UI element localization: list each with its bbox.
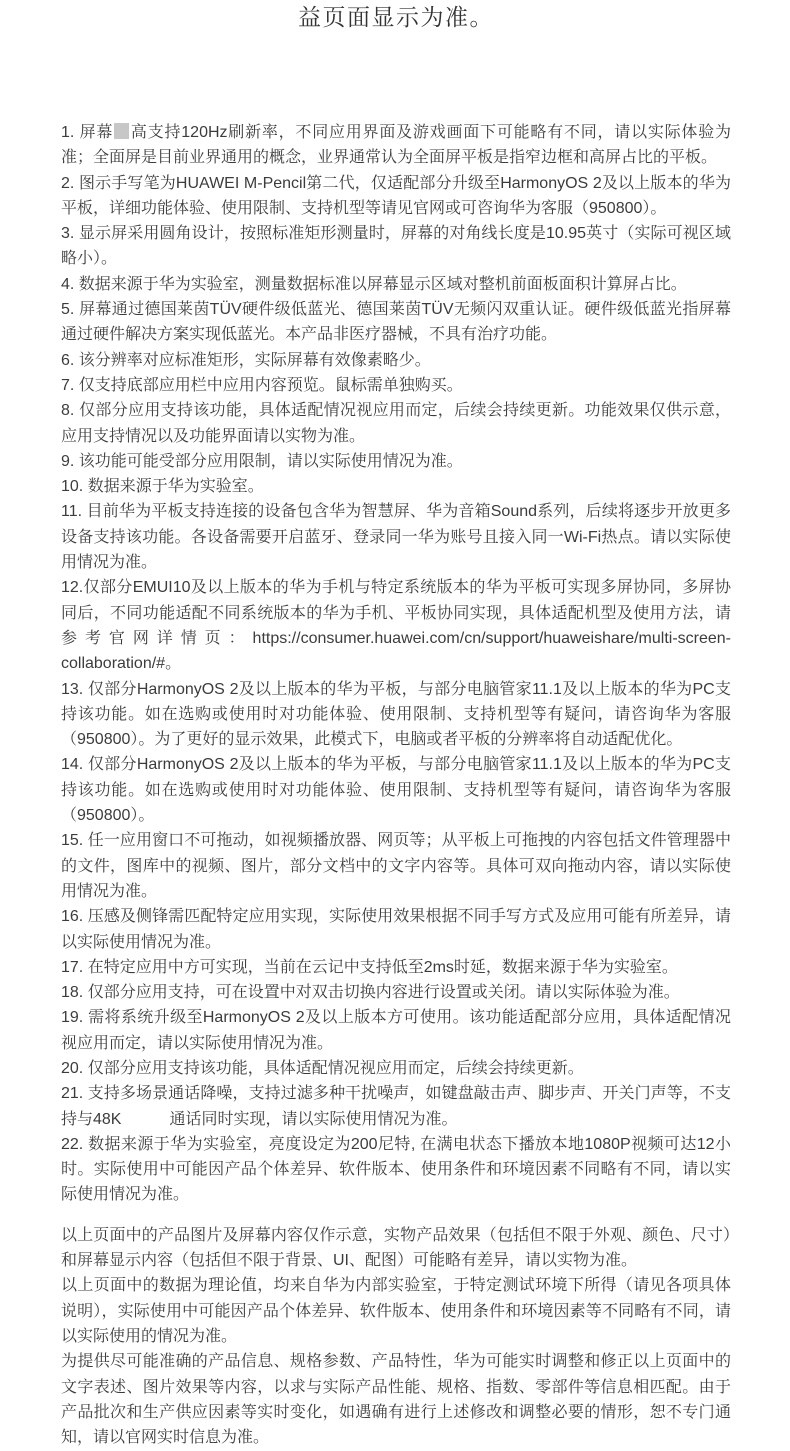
- note-item-6: 6. 该分辨率对应标准矩形，实际屏幕有效像素略少。: [61, 351, 431, 369]
- note-item-10: 10. 数据来源于华为实验室。: [61, 478, 264, 496]
- note-item-5: 5. 屏幕通过德国莱茵TÜV硬件级低蓝光、德国莱茵TÜV无频闪双重认证。硬件级低蓝光指屏幕通过硬件解决方案实现低蓝光。本产品非医疗器械，不具有治疗功能。: [61, 301, 731, 344]
- note-item-15: 15. 任一应用窗口不可拖动，如视频播放器、网页等；从平板上可拖拽的内容包括文件管理器中的文件，图库中的视频、图片，部分文档中的文字内容等。具体可双向拖动内容，请以实际使用情况为准。: [61, 832, 731, 900]
- note-item-9: 9. 该功能可能受部分应用限制，请以实际使用情况为准。: [61, 452, 463, 470]
- note-item-1: [61, 120, 731, 171]
- note-item-8: 8. 仅部分应用支持该功能，具体适配情况视应用而定，后续会持续更新。功能效果仅供示意，应用支持情况以及功能界面请以实物为准。: [61, 402, 731, 445]
- note-item-7: 7. 仅支持底部应用栏中应用内容预览。鼠标需单独购买。: [61, 376, 463, 394]
- note-item-21: 21. 支持多场景通话降噪，支持过滤多种干扰噪声，如键盘敲击声、脚步声、开关门声等，不支持与48K 通话同时实现，请以实际使用情况为准。: [61, 1085, 731, 1128]
- note-item-12: 12.仅部分EMUI10及以上版本的华为手机与特定系统版本的华为平板可实现多屏协同，多屏协同后，不同功能适配不同系统版本的华为手机、平板协同实现，具体适配机型及使用方法，请参考官网详情页：https://consumer.huawei.com/cn/support/huaweishare/multi-screen-collaboration/#。: [61, 579, 731, 673]
- note-item-16: 16. 压感及侧锋需匹配特定应用实现，实际使用效果根据不同手写方式及应用可能有所差异，请以实际使用情况为准。: [61, 908, 731, 951]
- note-item-13: 13. 仅部分HarmonyOS 2及以上版本的华为平板，与部分电脑管家11.1及以上版本的华为PC支持该功能。如在选购或使用时对功能体验、使用限制、支持机型等有疑问，请咨询华为客服（950800）。为了更好的显示效果，此模式下，电脑或者平板的分辨率将自动适配优化。: [61, 680, 731, 749]
- footer-paragraph-adjustments: 为提供尽可能准确的产品信息、规格参数、产品特性，华为可能实时调整和修正以上页面中的文字表述、图片效果等内容，以求与实际产品性能、规格、指数、零部件等信息相匹配。由于产品批次和生产供应因素等实时变化，如遇确有进行上述修改和调整必要的情形，恕不专门通知，请以官网实时信息为准。: [61, 1353, 731, 1447]
- note-item-3: 3. 显示屏采用圆角设计，按照标准矩形测量时，屏幕的对角线长度是10.95英寸（实际可视区域略小）。: [61, 225, 731, 268]
- footer-disclaimer-block: [61, 1223, 731, 1451]
- footer-paragraph-products: 以上页面中的产品图片及屏幕内容仅作示意，实物产品效果（包括但不限于外观、颜色、尺寸）和屏幕显示内容（包括但不限于背景、UI、配图）可能略有差异，请以实物为准。: [61, 1226, 731, 1270]
- note-item-1-pre: 1. 屏幕: [61, 124, 114, 141]
- note-item-4: 4. 数据来源于华为实验室，测量数据标准以屏幕显示区域对整机前面板面积计算屏占比。: [61, 275, 687, 293]
- note-item-18: 18. 仅部分应用支持，可在设置中对双击切换内容进行设置或关闭。请以实际体验为准。: [61, 984, 680, 1002]
- note-item-20: 20. 仅部分应用支持该功能，具体适配情况视应用而定，后续会持续更新。: [61, 1059, 584, 1077]
- page-title: 益页面显示为准。: [298, 4, 494, 30]
- footer-paragraph-lab-data: 以上页面中的数据为理论值，均来自华为内部实验室，于特定测试环境下所得（请见各项具体说明），实际使用中可能因产品个体差异、软件版本、使用条件和环境因素等不同略有不同，请以实际使用的情况为准。: [61, 1277, 731, 1345]
- redacted-text-box: [114, 123, 129, 139]
- note-item-2: 2. 图示手写笔为HUAWEI M-Pencil第二代，仅适配部分升级至HarmonyOS 2及以上版本的华为平板，详细功能体验、使用限制、支持机型等请见官网或可咨询华为客服（950800）。: [61, 174, 731, 217]
- note-item-22: 22. 数据来源于华为实验室，亮度设定为200尼特, 在满电状态下播放本地1080P视频可达12小时。实际使用中可能因产品个体差异、软件版本、使用条件和环境因素不同略有不同，请以实际使用情况为准。: [61, 1135, 731, 1204]
- note-item-14: 14. 仅部分HarmonyOS 2及以上版本的华为平板，与部分电脑管家11.1及以上版本的华为PC支持该功能。如在选购或使用时对功能体验、使用限制、支持机型等有疑问，请咨询华为客服（950800）。: [61, 756, 731, 825]
- note-item-11: 11. 目前华为平板支持连接的设备包含华为智慧屏、华为音箱Sound系列，后续将逐步开放更多设备支持该功能。各设备需要开启蓝牙、登录同一华为账号且接入同一Wi-Fi热点。请以实际使用情况为准。: [61, 503, 731, 572]
- note-item-19: 19. 需将系统升级至HarmonyOS 2及以上版本方可使用。该功能适配部分应用，具体适配情况视应用而定，请以实际使用情况为准。: [61, 1009, 731, 1052]
- note-item-1-post: 高支持120Hz刷新率，不同应用界面及游戏画面下可能略有不同，请以实际体验为准；全面屏是目前业界通用的概念，业界通常认为全面屏平板是指窄边框和高屏占比的平板。: [61, 124, 731, 167]
- disclaimer-notes-list: [61, 120, 731, 1208]
- note-item-17: 17. 在特定应用中方可实现，当前在云记中支持低至2ms时延，数据来源于华为实验室。: [61, 958, 678, 976]
